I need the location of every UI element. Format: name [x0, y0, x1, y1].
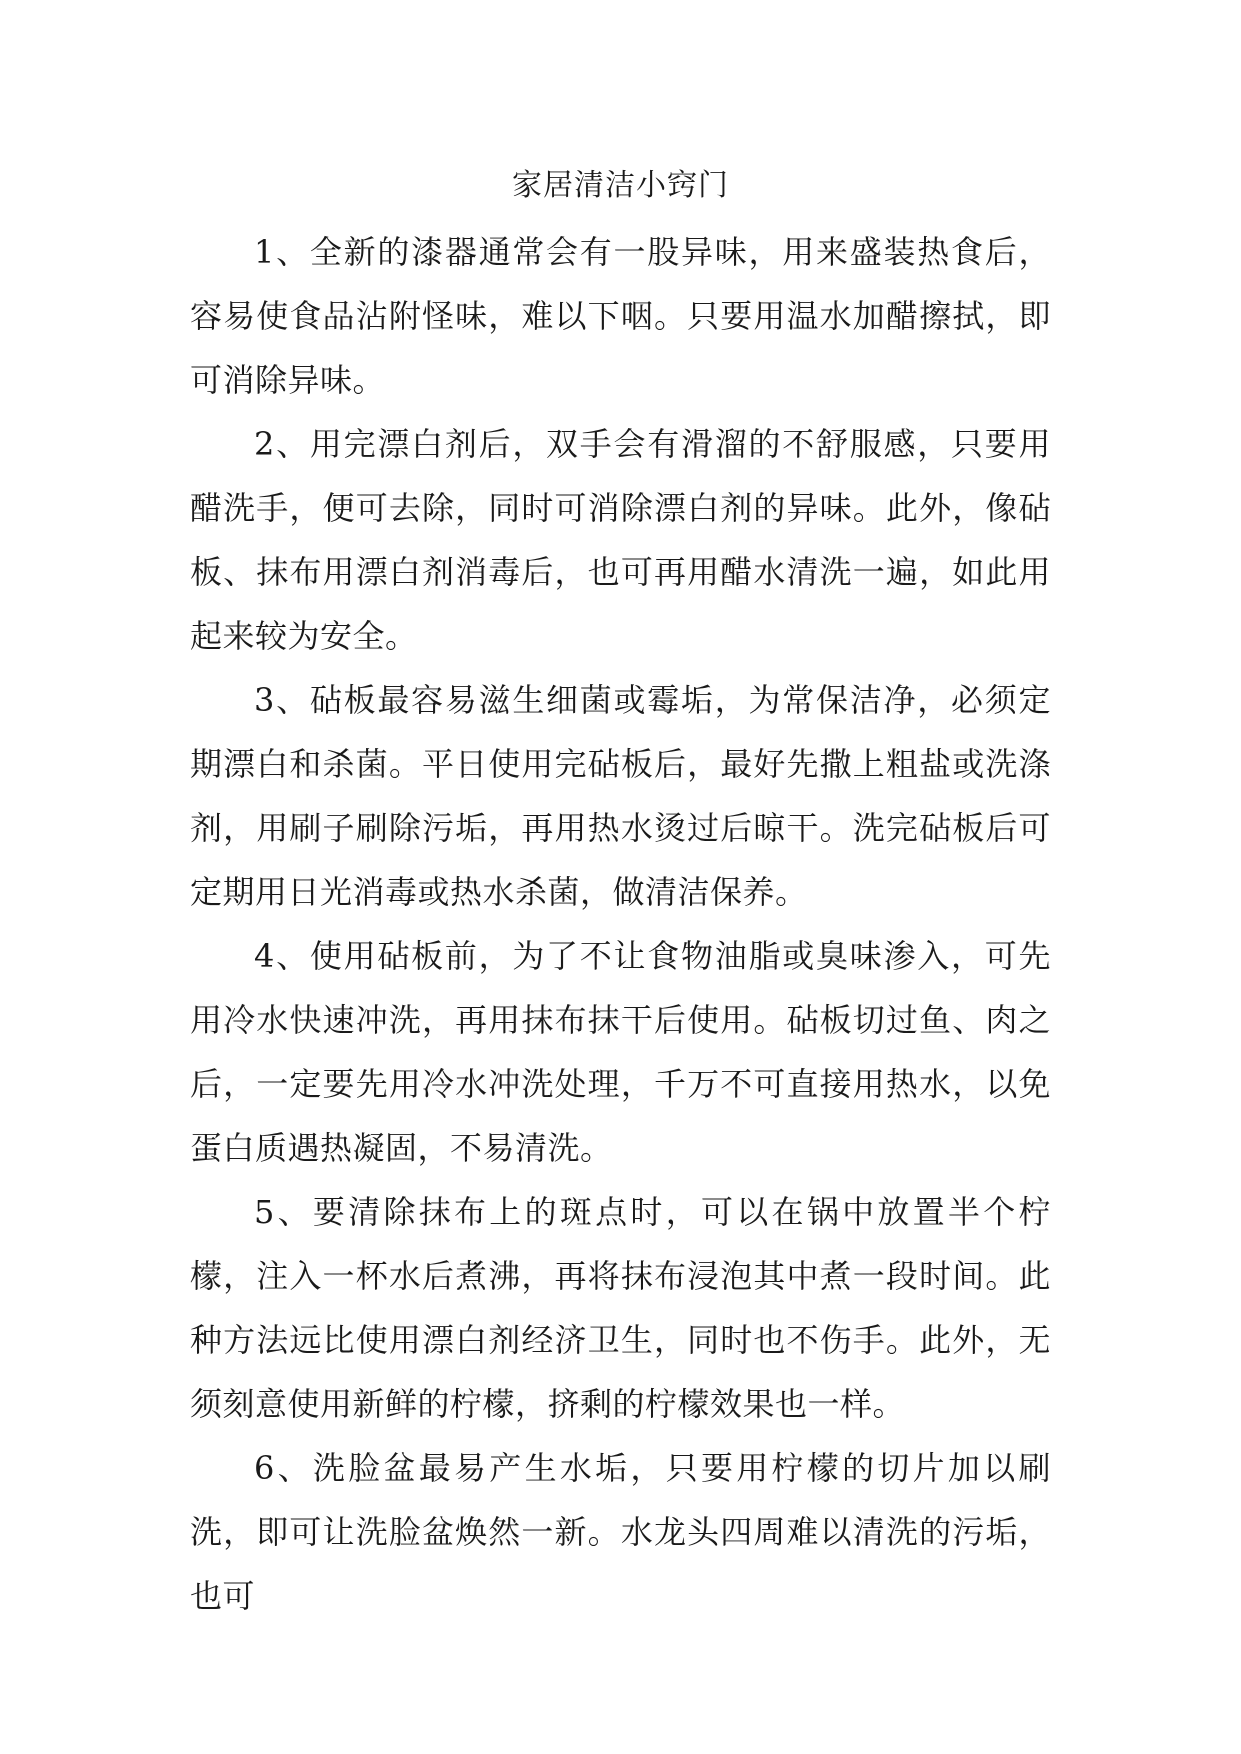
document-body — [190, 220, 1051, 1628]
paragraph-3: 3、砧板最容易滋生细菌或霉垢，为常保洁净，必须定期漂白和杀菌。平日使用完砧板后，最好先撒上粗盐或洗涤剂，用刷子刷除污垢，再用热水烫过后晾干。洗完砧板后可定期用日光消毒或热水杀菌，做清洁保养。 — [190, 681, 1051, 911]
paragraph-2: 2、用完漂白剂后，双手会有滑溜的不舒服感，只要用醋洗手，便可去除，同时可消除漂白剂的异味。此外，像砧板、抹布用漂白剂消毒后，也可再用醋水清洗一遍，如此用起来较为安全。 — [190, 425, 1051, 655]
paragraph-1: 1、全新的漆器通常会有一股异味，用来盛装热食后，容易使食品沾附怪味，难以下咽。只要用温水加醋擦拭，即可消除异味。 — [190, 233, 1051, 399]
document-title: 家居清洁小窍门 — [512, 168, 729, 203]
paragraph-6: 6、洗脸盆最易产生水垢，只要用柠檬的切片加以刷洗，即可让洗脸盆焕然一新。水龙头四周难以清洗的污垢，也可 — [190, 1449, 1051, 1615]
paragraph-4: 4、使用砧板前，为了不让食物油脂或臭味渗入，可先用冷水快速冲洗，再用抹布抹干后使用。砧板切过鱼、肉之后，一定要先用冷水冲洗处理，千万不可直接用热水，以免蛋白质遇热凝固，不易清洗。 — [190, 937, 1051, 1167]
paragraph-5: 5、要清除抹布上的斑点时，可以在锅中放置半个柠檬，注入一杯水后煮沸，再将抹布浸泡其中煮一段时间。此种方法远比使用漂白剂经济卫生，同时也不伤手。此外，无须刻意使用新鲜的柠檬，挤剩的柠檬效果也一样。 — [190, 1193, 1051, 1423]
